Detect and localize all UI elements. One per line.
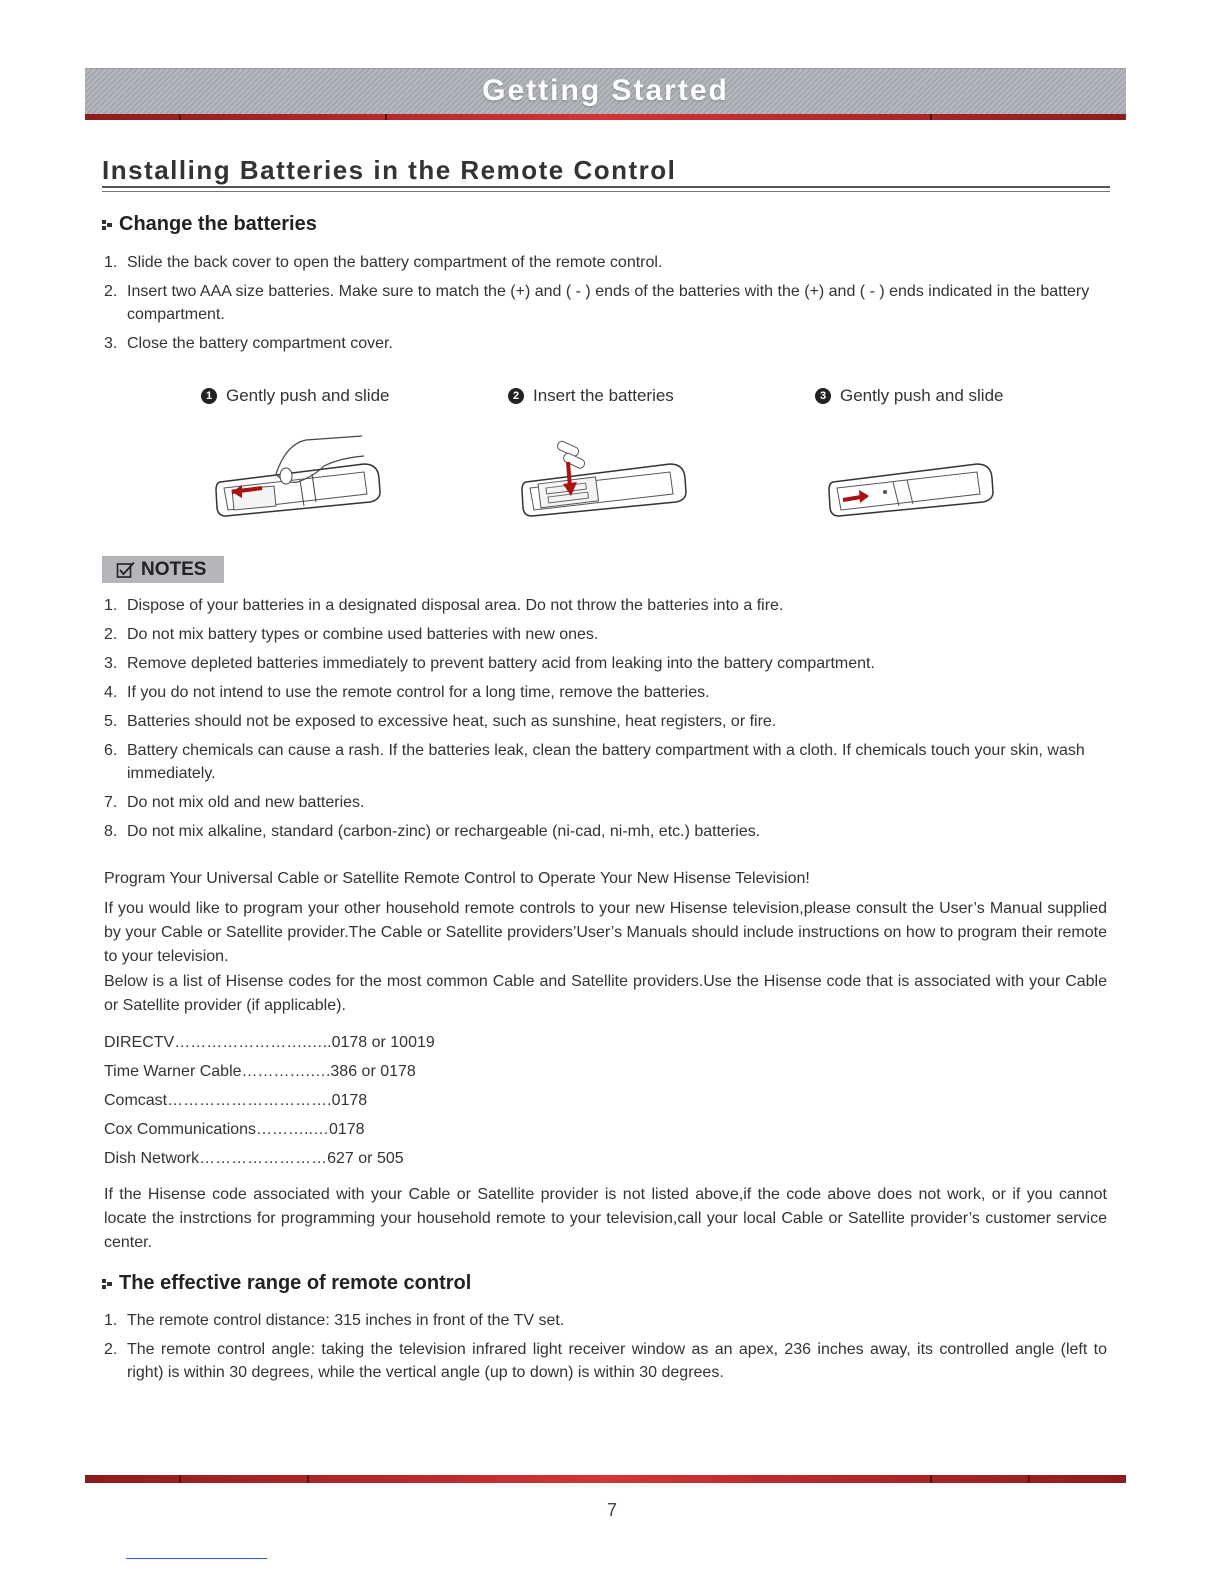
banner-title: Getting Started — [482, 74, 729, 107]
checkbox-pencil-icon — [116, 561, 136, 579]
provider-code-row: Dish Network……………………627 or 505 — [104, 1150, 404, 1167]
remote-insert-batteries-illustration — [520, 434, 690, 520]
section-title: Installing Batteries in the Remote Control — [102, 155, 677, 185]
list-item: 3. Close the battery compartment cover. — [104, 335, 393, 352]
battery-illustrations — [0, 386, 1224, 526]
notes-badge — [102, 556, 224, 583]
footer-red-bar — [85, 1475, 1126, 1483]
remote-close-cover-illustration — [827, 434, 997, 520]
provider-codes-list — [104, 1028, 435, 1173]
step-number-badge: 1 — [201, 388, 217, 404]
list-item: 8. Do not mix alkaline, standard (carbon-zinc) or rechargeable (ni-cad, ni-mh, etc.) batteries. — [104, 823, 761, 840]
list-item: 5. Batteries should not be exposed to excessive heat, such as sunshine, heat registers, or fire. — [104, 713, 777, 730]
change-batteries-steps — [104, 251, 1107, 361]
square-bullet-icon — [102, 1277, 114, 1291]
step-number-badge: 2 — [508, 388, 524, 404]
remote-open-cover-illustration — [214, 434, 384, 520]
step-number-badge: 3 — [815, 388, 831, 404]
notes-label: NOTES — [141, 558, 207, 580]
effective-range-heading-text: The effective range of remote control — [119, 1272, 472, 1294]
header-red-bar — [85, 114, 1126, 120]
program-title-line: Program Your Universal Cable or Satellite Remote Control to Operate Your New Hisense Television! — [104, 870, 810, 887]
list-item: 1. The remote control distance: 315 inches in front of the TV set. — [104, 1312, 565, 1329]
illustration-step-2 — [508, 386, 674, 406]
list-item: 2. Insert two AAA size batteries. Make sure to match the (+) and ( - ) ends of the batteries with the (+) and ( - ) ends indicated in the battery compartment. — [104, 283, 1090, 323]
illustration-label: Gently push and slide — [840, 386, 1004, 405]
list-item: 1. Slide the back cover to open the battery compartment of the remote control. — [104, 254, 663, 271]
provider-code-row: Time Warner Cable………….….386 or 0178 — [104, 1063, 416, 1080]
provider-code-row: Comcast………………………….0178 — [104, 1092, 368, 1109]
list-item: 4. If you do not intend to use the remote control for a long time, remove the batteries. — [104, 684, 710, 701]
illustration-label: Insert the batteries — [533, 386, 674, 405]
illustration-step-3 — [815, 386, 1004, 406]
list-item: 7. Do not mix old and new batteries. — [104, 794, 365, 811]
notes-list — [104, 594, 1107, 849]
illustration-step-1 — [201, 386, 390, 406]
program-paragraph-1: If you would like to program your other household remote controls to your new Hisense television,please consult the User’s Manual supplied by your Cable or Satellite provider.The Cable or Satellite providers’User’s Manuals should include instructions on how to program their remote to your television. — [104, 900, 1107, 965]
illustration-label: Gently push and slide — [226, 386, 390, 405]
change-batteries-heading — [102, 213, 317, 236]
square-bullet-icon — [102, 218, 114, 232]
list-item: 1. Dispose of your batteries in a designated disposal area. Do not throw the batteries into a fire. — [104, 597, 784, 614]
list-item: 6. Battery chemicals can cause a rash. If the batteries leak, clean the battery compartment with a cloth. If chemicals touch your skin, wash immediately. — [104, 742, 1085, 782]
title-underline-thin — [102, 191, 1110, 192]
provider-code-row: DIRECTV…………………….…..0178 or 10019 — [104, 1034, 435, 1051]
list-item: 2. The remote control angle: taking the television infrared light receiver window as an apex, 236 inches away, its controlled angle (left to right) is within 30 degrees, while the vertical angle (up to down) is within 30 degrees. — [104, 1341, 1107, 1381]
effective-range-list — [104, 1309, 1107, 1390]
program-paragraph-2: Below is a list of Hisense codes for the most common Cable and Satellite providers.Use the Hisense code that is associated with your Cable or Satellite provider (if applicable). — [104, 973, 1107, 1014]
footer-link-underline — [126, 1558, 267, 1559]
program-paragraph-3: If the Hisense code associated with your Cable or Satellite provider is not listed above,if the code above does not work, or if you cannot locate the instrctions for programming your household remote to your television,call your local Cable or Satellite provider’s customer service center. — [104, 1186, 1107, 1251]
list-item: 3. Remove depleted batteries immediately to prevent battery acid from leaking into the battery compartment. — [104, 655, 875, 672]
header-banner — [85, 68, 1126, 115]
title-underline — [102, 186, 1110, 188]
page-number: 7 — [606, 1500, 617, 1520]
change-batteries-heading-text: Change the batteries — [119, 213, 317, 235]
list-item: 2. Do not mix battery types or combine used batteries with new ones. — [104, 626, 599, 643]
effective-range-heading — [102, 1272, 471, 1295]
provider-code-row: Cox Communications………..…0178 — [104, 1121, 365, 1138]
